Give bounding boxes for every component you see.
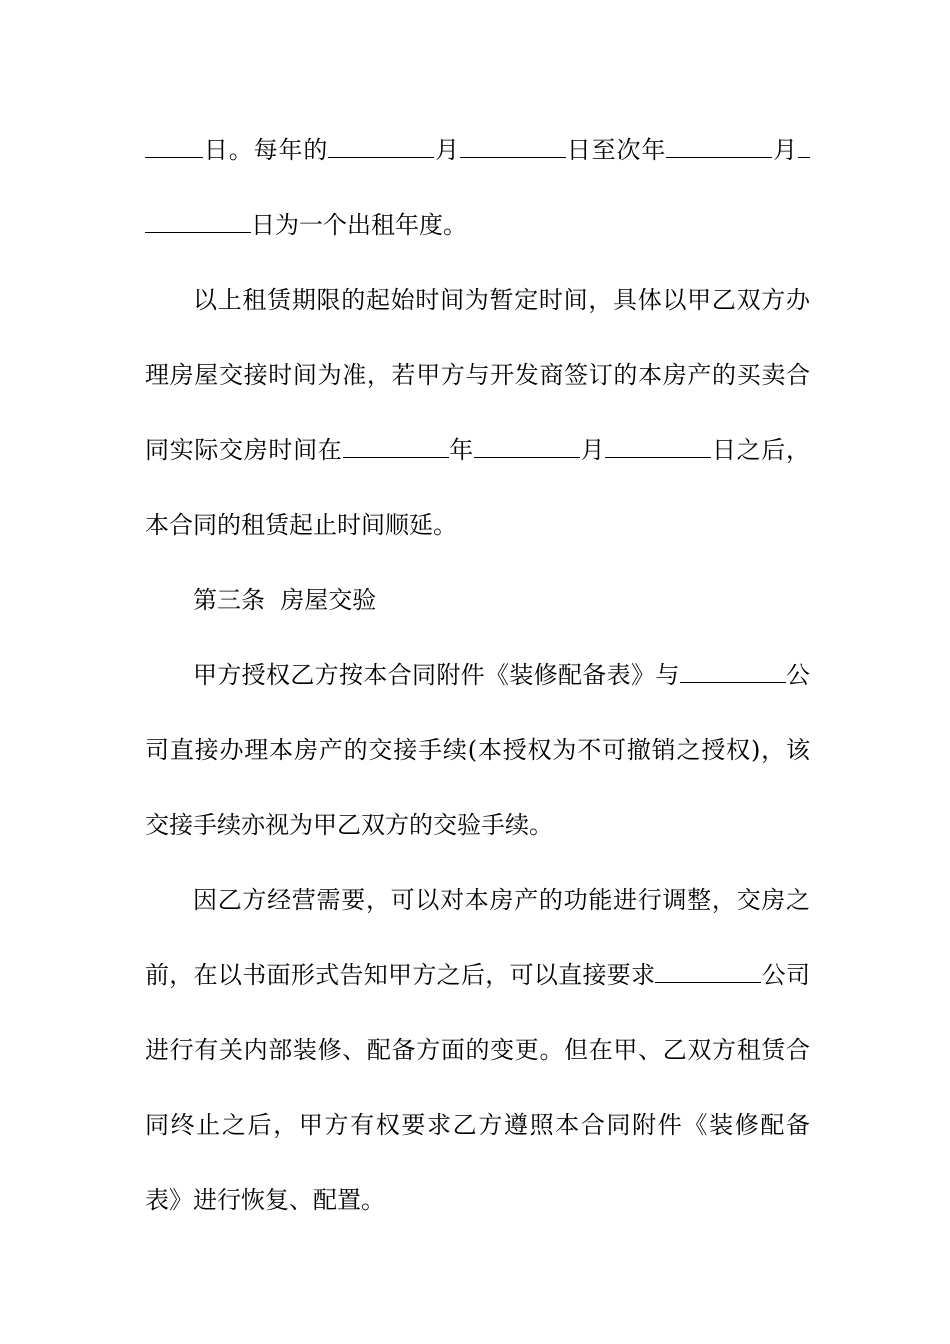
text-line-1: 日。每年的 月 日至次年 月 [145, 134, 810, 166]
text-line-15: 表》进行恢复、配置。 [145, 1186, 385, 1214]
text-line-12: 前，在以书面形式告知甲方之后，可以直接要求 公司 [145, 961, 810, 989]
article-heading: 第三条 房屋交验 [193, 586, 377, 614]
text-line-9: 司直接办理本房产的交接手续(本授权为不可撤销之授权)，该 [145, 736, 810, 764]
fill-blank [655, 960, 761, 983]
text-line-10: 交接手续亦视为甲乙双方的交验手续。 [145, 811, 553, 839]
fill-blank [474, 435, 580, 458]
fill-blank [666, 135, 772, 158]
fill-blank [798, 135, 810, 158]
text-line-11: 因乙方经营需要，可以对本房产的功能进行调整，交房之 [193, 886, 810, 914]
fill-blank [145, 135, 203, 158]
fill-blank [460, 135, 566, 158]
text-line-5: 同实际交房时间在 年 月 日之后， [145, 436, 810, 464]
fill-blank [328, 135, 434, 158]
text-line-2: 日为一个出租年度。 [145, 209, 810, 241]
text-line-4: 理房屋交接时间为准，若甲方与开发商签订的本房产的买卖合 [145, 361, 810, 389]
fill-blank [343, 435, 449, 458]
text-line-6: 本合同的租赁起止时间顺延。 [145, 511, 457, 539]
fill-blank [145, 210, 251, 233]
fill-blank [680, 660, 786, 683]
text-line-13: 进行有关内部装修、配备方面的变更。但在甲、乙双方租赁合 [145, 1036, 810, 1064]
text-line-8: 甲方授权乙方按本合同附件《装修配备表》与 公 [193, 661, 811, 689]
text-line-14: 同终止之后，甲方有权要求乙方遵照本合同附件《装修配备 [145, 1111, 810, 1139]
text-line-3: 以上租赁期限的起始时间为暂定时间，具体以甲乙双方办 [193, 286, 810, 314]
fill-blank [605, 435, 711, 458]
